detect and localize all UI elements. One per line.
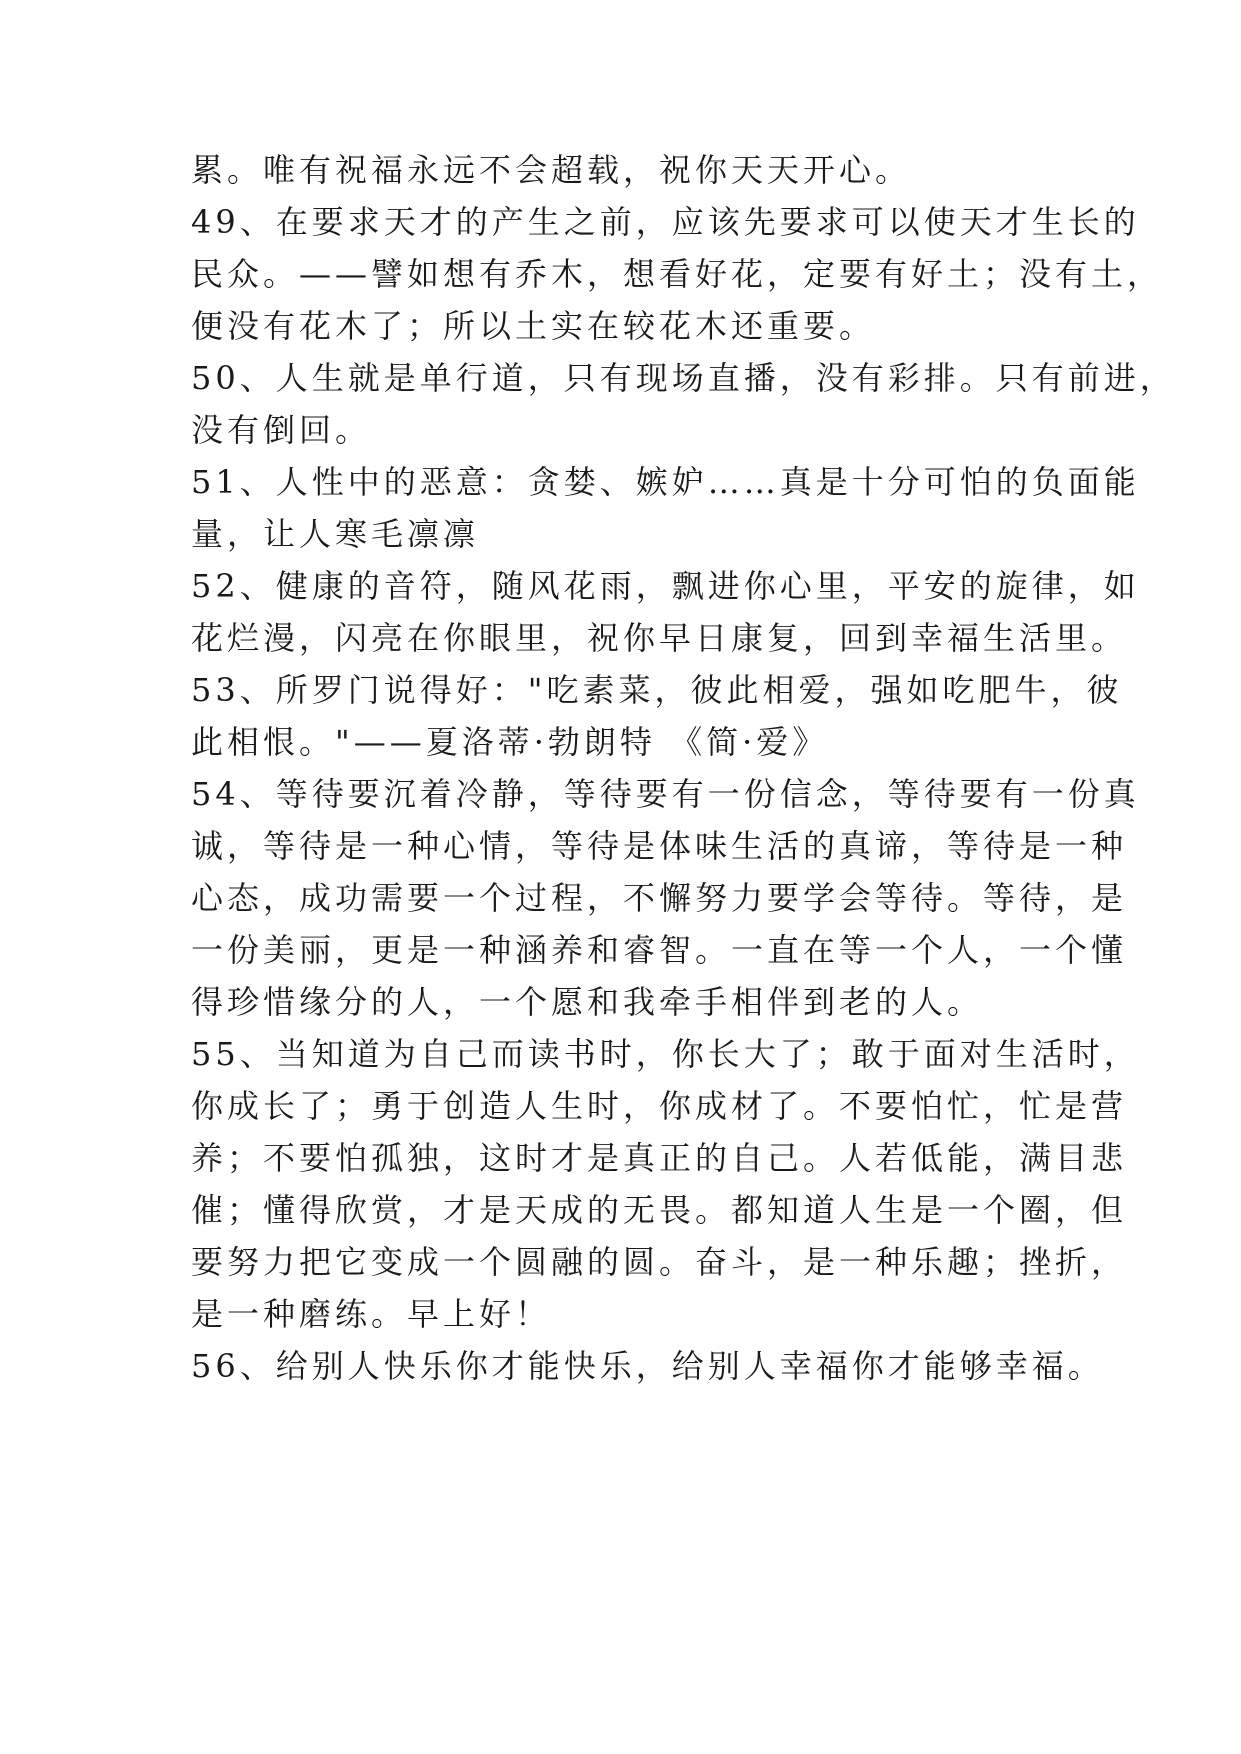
text-line: 51、人性中的恶意：贪婪、嫉妒……真是十分可怕的负面能 — [191, 463, 1140, 501]
text-line: 养；不要怕孤独，这时才是真正的自己。人若低能，满目悲 — [191, 1139, 1128, 1177]
text-line: 便没有花木了；所以土实在较花木还重要。 — [191, 307, 876, 345]
text-line: 民众。——譬如想有乔木，想看好花，定要有好土；没有土， — [191, 255, 1164, 293]
text-line: 心态，成功需要一个过程，不懈努力要学会等待。等待，是 — [191, 879, 1128, 917]
text-line: 诚，等待是一种心情，等待是体味生活的真谛，等待是一种 — [191, 827, 1128, 865]
text-line: 没有倒回。 — [191, 411, 372, 449]
text-line: 你成长了；勇于创造人生时，你成材了。不要怕忙，忙是营 — [191, 1087, 1128, 1125]
text-line: 累。唯有祝福永远不会超载，祝你天天开心。 — [191, 151, 912, 189]
text-line: 催；懂得欣赏，才是天成的无畏。都知道人生是一个圈，但 — [191, 1191, 1128, 1229]
text-line: 一份美丽，更是一种涵养和睿智。一直在等一个人，一个懂 — [191, 931, 1128, 969]
text-line: 54、等待要沉着冷静，等待要有一份信念，等待要有一份真 — [191, 775, 1140, 813]
text-line: 花烂漫，闪亮在你眼里，祝你早日康复，回到幸福生活里。 — [191, 619, 1128, 657]
text-line: 49、在要求天才的产生之前，应该先要求可以使天才生长的 — [191, 203, 1140, 241]
text-line: 得珍惜缘分的人，一个愿和我牵手相伴到老的人。 — [191, 983, 984, 1021]
text-line: 要努力把它变成一个圆融的圆。奋斗，是一种乐趣；挫折， — [191, 1243, 1128, 1281]
text-line: 此相恨。"——夏洛蒂·勃朗特 《简·爱》 — [191, 723, 829, 761]
text-line: 52、健康的音符，随风花雨，飘进你心里，平安的旋律，如 — [191, 567, 1140, 605]
text-line: 量，让人寒毛凛凛 — [191, 515, 480, 553]
text-line: 55、当知道为自己而读书时，你长大了；敢于面对生活时， — [191, 1035, 1140, 1073]
text-line: 56、给别人快乐你才能快乐，给别人幸福你才能够幸福。 — [191, 1347, 1104, 1385]
text-line: 50、人生就是单行道，只有现场直播，没有彩排。只有前进， — [191, 359, 1176, 397]
text-line: 53、所罗门说得好："吃素菜，彼此相爱，强如吃肥牛，彼 — [191, 671, 1123, 709]
text-line: 是一种磨练。早上好！ — [191, 1295, 552, 1333]
